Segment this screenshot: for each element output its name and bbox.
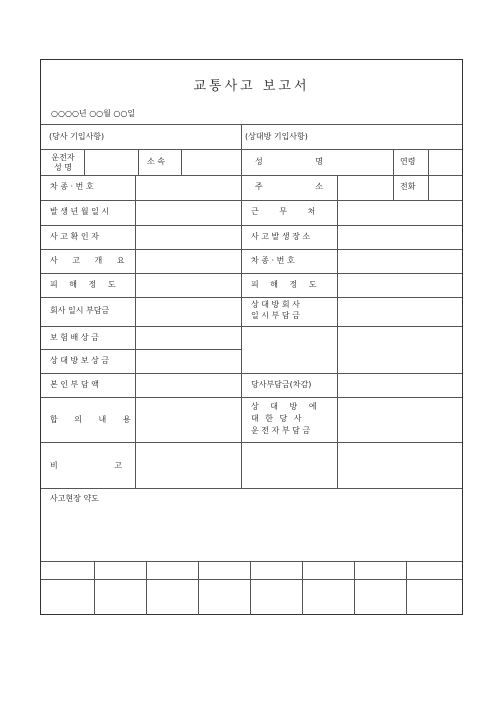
grid-column	[354, 561, 355, 615]
divider	[41, 488, 462, 489]
label-age: 연령	[400, 157, 416, 166]
report-date: ○○○○년 ○○월 ○○일	[51, 109, 136, 118]
label-sketch: 사고현장 약도	[50, 494, 99, 503]
column-divider	[135, 175, 136, 488]
label-other-driver-line1: 상 대 방 에	[251, 402, 317, 411]
label-driver-name-line2: 성 명	[54, 163, 72, 172]
divider	[41, 124, 462, 125]
label-datetime: 발 생 년 월 일 시	[50, 207, 110, 216]
label-phone: 전화	[400, 182, 416, 191]
section-own-label: (당사 기입사항)	[49, 132, 105, 141]
accident-report-form	[40, 59, 463, 615]
column-divider	[337, 175, 338, 488]
column-divider	[428, 149, 429, 200]
label-other-driver-line2: 대 한 당 사	[251, 414, 302, 423]
label-insurance: 보 험 배 상 금	[50, 333, 99, 342]
grid-column	[198, 561, 199, 615]
label-damage-other: 피 해 정 도	[251, 280, 317, 289]
divider	[41, 175, 462, 176]
grid-column	[146, 561, 147, 615]
divider	[41, 561, 462, 562]
label-other-company-line2: 일 시 부 담 금	[251, 311, 300, 320]
label-damage: 피 해 정 도	[50, 280, 116, 289]
label-vehicle: 차 종 · 번 호	[50, 182, 94, 191]
label-remarks: 비 고	[50, 461, 122, 470]
section-other-label: (상대방 기입사항)	[245, 132, 308, 141]
label-other-compensation: 상 대 방 보 상 금	[50, 356, 110, 365]
column-divider	[181, 149, 182, 175]
divider	[41, 149, 462, 150]
divider	[41, 297, 462, 298]
grid-column	[302, 561, 303, 615]
divider	[41, 397, 462, 398]
divider	[41, 249, 462, 250]
label-workplace: 근 무 처	[251, 207, 316, 216]
label-vehicle-other: 차 종 · 번 호	[251, 256, 295, 265]
label-place: 사 고 발 생 장 소	[251, 232, 311, 241]
column-divider	[241, 124, 242, 488]
label-settlement: 합 의 내 용	[50, 415, 131, 424]
label-driver-name-line1: 운전자	[51, 153, 75, 162]
grid-column	[94, 561, 95, 615]
divider	[41, 579, 462, 580]
divider	[41, 442, 462, 443]
label-other-driver-line3: 운 전 자 부 담 금	[251, 426, 311, 435]
column-divider	[84, 149, 85, 175]
column-divider	[138, 149, 139, 175]
label-self-burden: 본 인 부 담 액	[50, 380, 99, 389]
divider	[41, 349, 241, 350]
label-our-burden: 당사부담금(차감)	[251, 380, 312, 389]
divider	[41, 373, 462, 374]
grid-column	[250, 561, 251, 615]
form-title: 교통사고 보고서	[193, 79, 310, 94]
divider	[41, 200, 462, 201]
label-company-burden: 회사 일시 부담금	[50, 306, 110, 315]
label-name: 성 명	[255, 157, 323, 166]
label-address: 주 소	[255, 182, 323, 191]
grid-column	[406, 561, 407, 615]
label-confirmer: 사 고 확 인 자	[50, 232, 99, 241]
divider	[41, 326, 462, 327]
divider	[41, 225, 462, 226]
divider	[41, 273, 462, 274]
label-other-company-line1: 상 대 방 회 사	[251, 300, 300, 309]
label-affiliation: 소 속	[147, 157, 165, 166]
label-summary: 사 고 개 요	[50, 256, 125, 265]
column-divider	[393, 149, 394, 200]
